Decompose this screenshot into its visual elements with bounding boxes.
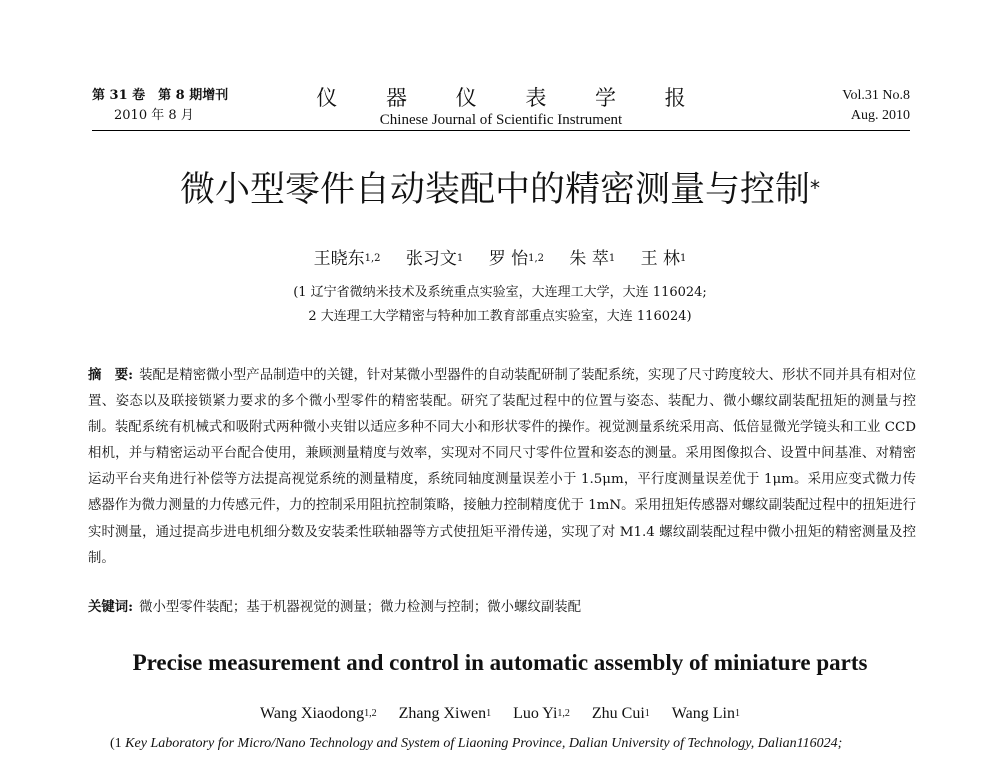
author-en <box>399 705 492 722</box>
title-footnote-mark: * <box>810 176 820 200</box>
author-en <box>260 705 377 722</box>
author-affil-sup: 1 <box>734 708 740 719</box>
authors-cn <box>0 248 1000 270</box>
author-name: Zhu Cui <box>591 705 645 722</box>
journal-header <box>92 86 910 130</box>
keywords-text: 微小型零件装配；基于机器视觉的测量；微力检测与控制；微小螺纹副装配 <box>139 600 582 615</box>
author-name: Wang Lin <box>671 705 735 722</box>
author-name: Zhang Xiwen <box>398 705 487 722</box>
author-affil-sup: 1,2 <box>557 708 570 719</box>
affiliation-cn-2: 2 大连理工大学精密与特种加工教育部重点实验室，大连 116024) <box>308 309 692 324</box>
journal-name-cn: 仪 器 仪 表 学 报 <box>316 86 707 110</box>
abstract-text: 装配是精密微小型产品制造中的关键，针对某微小型器件的自动装配研制了装配系统，实现了尺寸跨度较大、形状不同并具有相对位置、姿态以及联接锁紧力要求的多个微小型零件的精密装配。研究了装配过程中的位置与姿态、装配力、微小螺纹副装配扭矩的测量与控制。装配系统有机械式和吸附式两种微小夹钳以适应多种不同大小和形状零件的操作。视觉测量系统采用高、低倍显微光学镜头和工业 CCD 相机，并与精密运动平台配合使用，兼顾测量精度与效率，实现对不同尺寸零件位置和姿态的测量。采用图像拟合、设置中间基准、对精密运动平台夹角进行补偿等方法提高视觉系统的测量精度，系统同轴度测量误差小于 1.5μm，平行度测量误差优于 1μm。采用应变式微力传感器作为微力测量的力传感元件，力的控制采用阻抗控制策略，接触力控制精度优于 1mN。采用扭矩传感器对螺纹副装配过程中的扭矩进行实时测量，通过提高步进电机细分数及安装柔性联轴器等方式使扭矩平滑传递，实现了对 M1.4 螺纹副装配过程中微小扭矩的精密测量及控制。 <box>88 368 917 566</box>
volume-issue-cn: 第 31 卷 第 8 期增刊 <box>92 88 229 103</box>
author-affil-sup: 1 <box>680 253 687 264</box>
volume-issue-en: Vol.31 No.8 <box>842 88 910 103</box>
author-affil-sup: 1,2 <box>528 253 545 264</box>
affiliation-en-text: Key Laboratory for Micro/Nano Technology and System of Liaoning Province, Dalian University of Technology, Dalian116024; <box>125 736 843 751</box>
author-affil-sup: 1 <box>644 708 650 719</box>
author-cn <box>569 249 615 269</box>
author-name: 王 林 <box>640 249 681 269</box>
header-right <box>842 86 910 126</box>
paper-title-en: Precise measurement and control in automatic assembly of miniature parts <box>132 650 868 675</box>
affiliation-en-number: (1 <box>110 736 122 751</box>
journal-name-en: Chinese Journal of Scientific Instrument <box>379 112 623 128</box>
author-cn <box>406 249 463 269</box>
author-name: 罗 怡 <box>488 249 529 269</box>
affiliation-en <box>110 734 910 754</box>
date-cn: 2010 年 8 月 <box>114 108 194 123</box>
author-name: Luo Yi <box>513 705 558 722</box>
author-en <box>592 705 650 722</box>
abstract-label: 摘 要: <box>88 367 134 383</box>
header-center <box>92 86 910 130</box>
author-cn <box>489 249 544 269</box>
author-cn <box>641 249 687 269</box>
author-affil-sup: 1 <box>456 253 464 264</box>
author-en <box>513 705 570 722</box>
title-text: 微小型零件自动装配中的精密测量与控制 <box>179 170 810 210</box>
author-name: 张习文 <box>405 249 457 269</box>
author-affil-sup: 1,2 <box>364 708 377 719</box>
author-affil-sup: 1,2 <box>364 253 381 264</box>
author-name: Wang Xiaodong <box>260 705 365 722</box>
paper-title-cn <box>0 168 1000 212</box>
author-en <box>672 705 740 722</box>
author-name: 王晓东 <box>313 249 365 269</box>
author-affil-sup: 1 <box>608 253 616 264</box>
affiliation-cn-1: (1 辽宁省微纳米技术及系统重点实验室，大连理工大学，大连 116024; <box>293 285 707 300</box>
author-affil-sup: 1 <box>486 708 492 719</box>
authors-en <box>0 704 1000 724</box>
abstract-cn <box>88 362 916 572</box>
author-cn <box>314 249 381 269</box>
author-name: 朱 萃 <box>569 249 609 269</box>
date-en: Aug. 2010 <box>850 108 910 123</box>
header-rule <box>92 130 910 131</box>
keywords-label: 关键词: <box>88 599 134 615</box>
keywords-cn <box>88 596 916 619</box>
